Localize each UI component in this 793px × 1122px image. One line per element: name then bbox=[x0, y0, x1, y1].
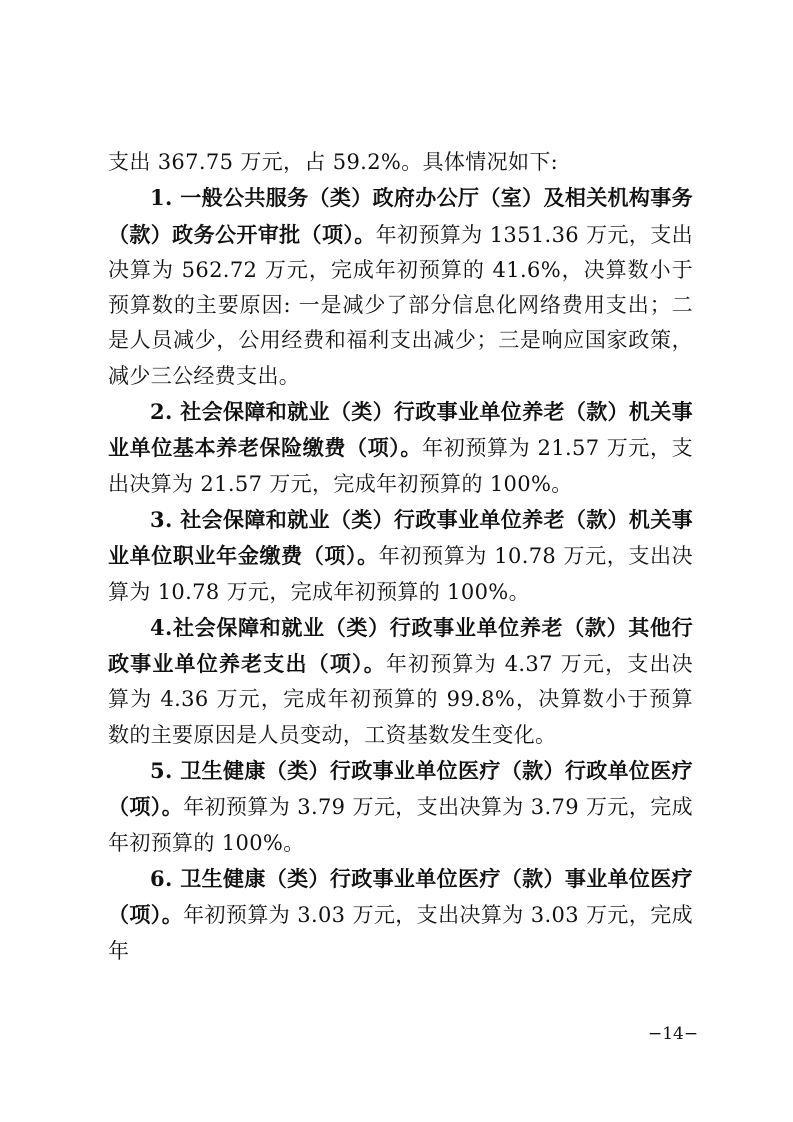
item-paragraph-4 bbox=[108, 610, 693, 753]
item-heading: 1. 一般公共服务（类）政府办公厅（室）及相关机构事务（款）政务公开审批（项）。 bbox=[108, 185, 693, 247]
page-number: −14− bbox=[648, 1024, 699, 1044]
item-body: 年初预算为 21.57 万元，支出决算为 21.57 万元，完成年初预算的 100%。 bbox=[108, 436, 693, 496]
item-paragraph-6 bbox=[108, 861, 693, 969]
document-body bbox=[108, 145, 693, 969]
item-heading: 5. 卫生健康（类）行政事业单位医疗（款）行政单位医疗（项）。 bbox=[108, 758, 693, 820]
intro-paragraph: 支出 367.75 万元，占 59.2%。具体情况如下: bbox=[108, 150, 559, 174]
item-body: 年初预算为 3.79 万元，支出决算为 3.79 万元，完成年初预算的 100%。 bbox=[108, 795, 693, 855]
item-paragraph-2 bbox=[108, 394, 693, 502]
item-heading: 6. 卫生健康（类）行政事业单位医疗（款）事业单位医疗（项）。 bbox=[108, 865, 693, 928]
item-paragraph-1 bbox=[108, 180, 693, 394]
item-heading: 3. 社会保障和就业（类）行政事业单位养老（款）机关事业单位职业年金缴费（项）。 bbox=[108, 506, 693, 569]
item-heading: 2. 社会保障和就业（类）行政事业单位养老（款）机关事业单位基本养老保险缴费（项）。 bbox=[108, 399, 693, 461]
item-body: 年初预算为 10.78 万元，支出决算为 10.78 万元，完成年初预算的 100%。 bbox=[108, 544, 693, 604]
item-body: 年初预算为 3.03 万元，支出决算为 3.03 万元，完成年 bbox=[108, 903, 693, 963]
item-paragraph-3 bbox=[108, 502, 693, 610]
item-heading: 4.社会保障和就业（类）行政事业单位养老（款）其他行政事业单位养老支出（项）。 bbox=[108, 614, 693, 677]
item-paragraph-5 bbox=[108, 753, 693, 861]
item-body: 年初预算为 1351.36 万元，支出决算为 562.72 万元，完成年初预算的 41.6%，决算数小于预算数的主要原因: 一是减少了部分信息化网络费用支出；二是人员减少，公用经费和福利支出减少；三是响应国家政策，减少三公经费支出。 bbox=[108, 222, 693, 388]
item-body: 年初预算为 4.37 万元，支出决算为 4.36 万元，完成年初预算的 99.8%，决算数小于预算数的主要原因是人员变动，工资基数发生变化。 bbox=[108, 652, 693, 747]
